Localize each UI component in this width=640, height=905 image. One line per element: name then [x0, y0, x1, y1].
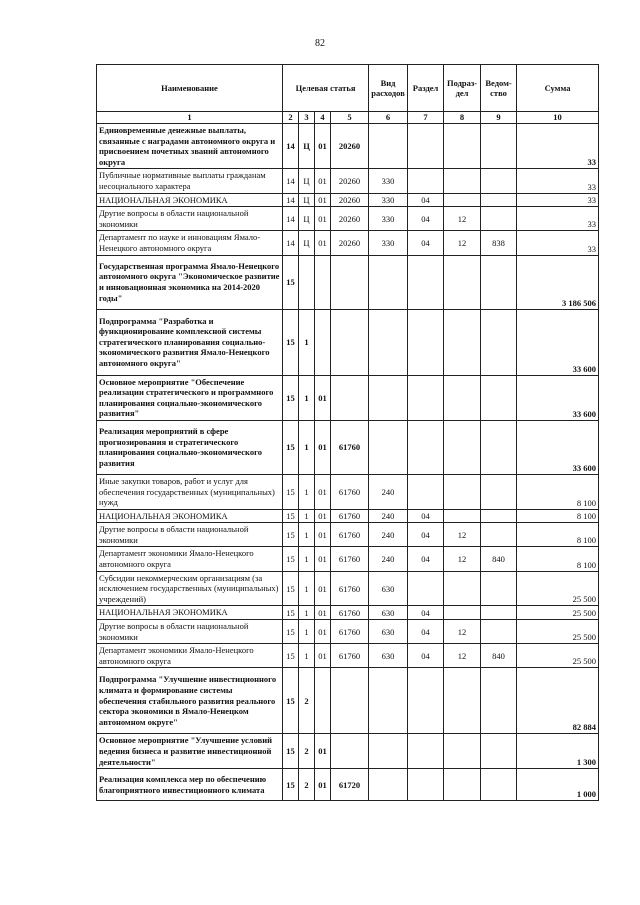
target-code-direction: 61760	[331, 644, 369, 668]
sum-value: 33 600	[517, 375, 599, 420]
expense-type-code: 630	[369, 571, 408, 606]
subsection-code: 12	[444, 523, 481, 547]
subsection-code	[444, 420, 481, 474]
table-row	[97, 207, 599, 231]
target-code-program: 14	[283, 207, 299, 231]
subsection-code: 12	[444, 620, 481, 644]
target-code-program: 15	[283, 769, 299, 801]
target-code-subprogram: 2	[299, 734, 315, 769]
sum-value: 33 600	[517, 309, 599, 375]
sum-value: 33 600	[517, 420, 599, 474]
table-row	[97, 668, 599, 734]
target-code-subprogram: 2	[299, 668, 315, 734]
department-code: 838	[481, 231, 517, 255]
target-code-measure	[315, 255, 331, 309]
sum-value: 33	[517, 193, 599, 207]
section-code	[408, 769, 444, 801]
column-number: 7	[408, 112, 444, 124]
sum-value: 8 100	[517, 547, 599, 571]
row-name: Подпрограмма "Улучшение инвестиционного климата и формирование системы обеспечения стабильного развития реального сектора экономики в Ямало-Ненецком автономном округе"	[97, 668, 283, 734]
subsection-code	[444, 734, 481, 769]
department-code	[481, 606, 517, 620]
subsection-code	[444, 571, 481, 606]
row-name: Единовременные денежные выплаты, связанные с наградами автономного округа и присвоением почетных званий автономного округа	[97, 124, 283, 169]
table-row	[97, 124, 599, 169]
subsection-code	[444, 309, 481, 375]
target-code-measure: 01	[315, 547, 331, 571]
section-code: 04	[408, 620, 444, 644]
department-code	[481, 509, 517, 523]
subsection-code	[444, 769, 481, 801]
expense-type-code	[369, 769, 408, 801]
target-code-direction: 20260	[331, 124, 369, 169]
table-row	[97, 375, 599, 420]
target-code-direction: 61760	[331, 620, 369, 644]
department-code: 840	[481, 547, 517, 571]
target-code-measure: 01	[315, 474, 331, 509]
row-name: Другие вопросы в области национальной экономики	[97, 207, 283, 231]
section-code	[408, 571, 444, 606]
sum-value: 1 000	[517, 769, 599, 801]
budget-table	[96, 64, 599, 801]
sum-value: 33	[517, 124, 599, 169]
header-target-article: Целевая статья	[283, 65, 369, 112]
target-code-subprogram: 1	[299, 606, 315, 620]
target-code-subprogram: 1	[299, 375, 315, 420]
expense-type-code: 330	[369, 169, 408, 193]
target-code-measure: 01	[315, 644, 331, 668]
target-code-subprogram: 2	[299, 769, 315, 801]
target-code-direction	[331, 309, 369, 375]
section-code: 04	[408, 207, 444, 231]
target-code-direction	[331, 375, 369, 420]
table-row	[97, 420, 599, 474]
expense-type-code	[369, 124, 408, 169]
target-code-program: 15	[283, 309, 299, 375]
target-code-program: 15	[283, 255, 299, 309]
section-code: 04	[408, 231, 444, 255]
target-code-subprogram: 1	[299, 309, 315, 375]
expense-type-code: 630	[369, 644, 408, 668]
row-name: НАЦИОНАЛЬНАЯ ЭКОНОМИКА	[97, 193, 283, 207]
sum-value: 25 500	[517, 644, 599, 668]
department-code	[481, 474, 517, 509]
table-row	[97, 231, 599, 255]
subsection-code	[444, 474, 481, 509]
target-code-direction: 61760	[331, 571, 369, 606]
target-code-subprogram	[299, 255, 315, 309]
sum-value: 25 500	[517, 606, 599, 620]
target-code-measure: 01	[315, 375, 331, 420]
department-code	[481, 193, 517, 207]
row-name: Другие вопросы в области национальной экономики	[97, 620, 283, 644]
department-code	[481, 375, 517, 420]
sum-value: 25 500	[517, 620, 599, 644]
department-code	[481, 734, 517, 769]
target-code-subprogram: Ц	[299, 231, 315, 255]
column-number: 2	[283, 112, 299, 124]
subsection-code	[444, 375, 481, 420]
target-code-program: 15	[283, 644, 299, 668]
department-code	[481, 255, 517, 309]
expense-type-code: 240	[369, 474, 408, 509]
department-code	[481, 769, 517, 801]
target-code-subprogram: 1	[299, 620, 315, 644]
header-expense-type: Вид расходов	[369, 65, 408, 112]
table-row	[97, 474, 599, 509]
row-name: Реализация мероприятий в сфере прогнозирования и стратегического планирования социально-экономического развития	[97, 420, 283, 474]
sum-value: 33	[517, 207, 599, 231]
table-row	[97, 606, 599, 620]
department-code	[481, 207, 517, 231]
header-department: Ведом-ство	[481, 65, 517, 112]
subsection-code	[444, 193, 481, 207]
section-code: 04	[408, 606, 444, 620]
target-code-subprogram: Ц	[299, 193, 315, 207]
expense-type-code: 240	[369, 523, 408, 547]
target-code-direction: 20260	[331, 193, 369, 207]
table-row	[97, 523, 599, 547]
target-code-measure: 01	[315, 509, 331, 523]
target-code-direction	[331, 668, 369, 734]
target-code-measure: 01	[315, 124, 331, 169]
page-number: 82	[315, 38, 325, 49]
table-row	[97, 620, 599, 644]
department-code	[481, 420, 517, 474]
column-number: 8	[444, 112, 481, 124]
target-code-subprogram: Ц	[299, 124, 315, 169]
section-code	[408, 255, 444, 309]
department-code	[481, 309, 517, 375]
section-code	[408, 309, 444, 375]
column-number: 4	[315, 112, 331, 124]
expense-type-code	[369, 668, 408, 734]
row-name: Основное мероприятие "Обеспечение реализации стратегического и программного планирования социально-экономического развития"	[97, 375, 283, 420]
expense-type-code: 330	[369, 193, 408, 207]
target-code-program: 15	[283, 375, 299, 420]
table-row	[97, 509, 599, 523]
target-code-subprogram: 1	[299, 547, 315, 571]
table-row	[97, 309, 599, 375]
target-code-measure: 01	[315, 207, 331, 231]
row-name: Подпрограмма "Разработка и функционирование комплексной системы стратегического планирования социально-экономического развития Ямало-Ненецкого автономного округа"	[97, 309, 283, 375]
sum-value: 1 300	[517, 734, 599, 769]
section-code	[408, 169, 444, 193]
sum-value: 33	[517, 169, 599, 193]
table-row	[97, 255, 599, 309]
target-code-program: 15	[283, 474, 299, 509]
row-name: НАЦИОНАЛЬНАЯ ЭКОНОМИКА	[97, 509, 283, 523]
section-code: 04	[408, 644, 444, 668]
target-code-measure: 01	[315, 169, 331, 193]
row-name: НАЦИОНАЛЬНАЯ ЭКОНОМИКА	[97, 606, 283, 620]
target-code-program: 15	[283, 668, 299, 734]
subsection-code	[444, 124, 481, 169]
sum-value: 8 100	[517, 523, 599, 547]
target-code-measure: 01	[315, 620, 331, 644]
target-code-measure	[315, 668, 331, 734]
target-code-subprogram: 1	[299, 509, 315, 523]
subsection-code	[444, 255, 481, 309]
row-name: Департамент экономики Ямало-Ненецкого автономного округа	[97, 547, 283, 571]
column-number: 3	[299, 112, 315, 124]
subsection-code	[444, 169, 481, 193]
sum-value: 25 500	[517, 571, 599, 606]
section-code	[408, 668, 444, 734]
department-code	[481, 169, 517, 193]
section-code: 04	[408, 509, 444, 523]
target-code-program: 15	[283, 571, 299, 606]
row-name: Основное мероприятие "Улучшение условий ведения бизнеса и развитие инвестиционной деятельности"	[97, 734, 283, 769]
table-row	[97, 644, 599, 668]
target-code-measure: 01	[315, 769, 331, 801]
target-code-measure: 01	[315, 734, 331, 769]
target-code-program: 14	[283, 169, 299, 193]
section-code	[408, 734, 444, 769]
target-code-direction: 61760	[331, 420, 369, 474]
header-subsection: Подраз-дел	[444, 65, 481, 112]
section-code	[408, 124, 444, 169]
target-code-program: 15	[283, 606, 299, 620]
target-code-program: 15	[283, 523, 299, 547]
target-code-direction: 61760	[331, 547, 369, 571]
header-sum: Сумма	[517, 65, 599, 112]
department-code	[481, 523, 517, 547]
table-row	[97, 734, 599, 769]
target-code-measure: 01	[315, 193, 331, 207]
expense-type-code: 240	[369, 509, 408, 523]
department-code	[481, 620, 517, 644]
target-code-measure: 01	[315, 606, 331, 620]
expense-type-code: 330	[369, 207, 408, 231]
row-name: Департамент экономики Ямало-Ненецкого автономного округа	[97, 644, 283, 668]
subsection-code: 12	[444, 547, 481, 571]
target-code-measure	[315, 309, 331, 375]
target-code-subprogram: Ц	[299, 169, 315, 193]
department-code: 840	[481, 644, 517, 668]
column-number: 9	[481, 112, 517, 124]
department-code	[481, 668, 517, 734]
section-code: 04	[408, 547, 444, 571]
row-name: Реализация комплекса мер по обеспечению благоприятного инвестиционного климата	[97, 769, 283, 801]
target-code-measure: 01	[315, 523, 331, 547]
target-code-direction: 20260	[331, 207, 369, 231]
subsection-code: 12	[444, 231, 481, 255]
sum-value: 3 186 506	[517, 255, 599, 309]
target-code-direction: 61720	[331, 769, 369, 801]
expense-type-code: 330	[369, 231, 408, 255]
section-code: 04	[408, 193, 444, 207]
target-code-direction: 61760	[331, 606, 369, 620]
target-code-subprogram: Ц	[299, 207, 315, 231]
section-code: 04	[408, 523, 444, 547]
target-code-measure: 01	[315, 231, 331, 255]
target-code-subprogram: 1	[299, 474, 315, 509]
target-code-program: 14	[283, 231, 299, 255]
header-row	[97, 65, 599, 112]
target-code-direction	[331, 734, 369, 769]
target-code-direction: 61760	[331, 509, 369, 523]
target-code-program: 15	[283, 420, 299, 474]
expense-type-code: 630	[369, 620, 408, 644]
subsection-code	[444, 509, 481, 523]
column-number: 10	[517, 112, 599, 124]
target-code-subprogram: 1	[299, 644, 315, 668]
sum-value: 8 100	[517, 509, 599, 523]
target-code-program: 15	[283, 509, 299, 523]
expense-type-code	[369, 375, 408, 420]
column-number: 6	[369, 112, 408, 124]
sum-value: 82 884	[517, 668, 599, 734]
subsection-code	[444, 606, 481, 620]
subsection-code: 12	[444, 207, 481, 231]
row-name: Государственная программа Ямало-Ненецкого автономного округа "Экономическое развитие и инновационная экономика на 2014-2020 годы"	[97, 255, 283, 309]
expense-type-code: 630	[369, 606, 408, 620]
subsection-code: 12	[444, 644, 481, 668]
column-number: 1	[97, 112, 283, 124]
table-row	[97, 769, 599, 801]
target-code-subprogram: 1	[299, 420, 315, 474]
section-code	[408, 474, 444, 509]
target-code-subprogram: 1	[299, 571, 315, 606]
column-number: 5	[331, 112, 369, 124]
department-code	[481, 124, 517, 169]
row-name: Субсидии некоммерческим организациям (за исключением государственных (муниципальных) учреждений)	[97, 571, 283, 606]
table-row	[97, 193, 599, 207]
expense-type-code	[369, 255, 408, 309]
target-code-program: 15	[283, 547, 299, 571]
expense-type-code	[369, 734, 408, 769]
header-name: Наименование	[97, 65, 283, 112]
subsection-code	[444, 668, 481, 734]
target-code-direction: 61760	[331, 523, 369, 547]
target-code-direction: 20260	[331, 169, 369, 193]
row-name: Публичные нормативные выплаты гражданам несоциального характера	[97, 169, 283, 193]
row-name: Иные закупки товаров, работ и услуг для обеспечения государственных (муниципальных) нужд	[97, 474, 283, 509]
target-code-program: 14	[283, 193, 299, 207]
target-code-program: 15	[283, 734, 299, 769]
target-code-program: 15	[283, 620, 299, 644]
target-code-measure: 01	[315, 420, 331, 474]
table-row	[97, 169, 599, 193]
expense-type-code	[369, 420, 408, 474]
section-code	[408, 420, 444, 474]
table-row	[97, 547, 599, 571]
column-number-row	[97, 112, 599, 124]
sum-value: 33	[517, 231, 599, 255]
header-section: Раздел	[408, 65, 444, 112]
target-code-subprogram: 1	[299, 523, 315, 547]
department-code	[481, 571, 517, 606]
sum-value: 8 100	[517, 474, 599, 509]
target-code-direction: 20260	[331, 231, 369, 255]
expense-type-code: 240	[369, 547, 408, 571]
target-code-program: 14	[283, 124, 299, 169]
target-code-direction: 61760	[331, 474, 369, 509]
target-code-measure: 01	[315, 571, 331, 606]
table-row	[97, 571, 599, 606]
expense-type-code	[369, 309, 408, 375]
section-code	[408, 375, 444, 420]
row-name: Департамент по науке и инновациям Ямало-Ненецкого автономного округа	[97, 231, 283, 255]
target-code-direction	[331, 255, 369, 309]
row-name: Другие вопросы в области национальной экономики	[97, 523, 283, 547]
